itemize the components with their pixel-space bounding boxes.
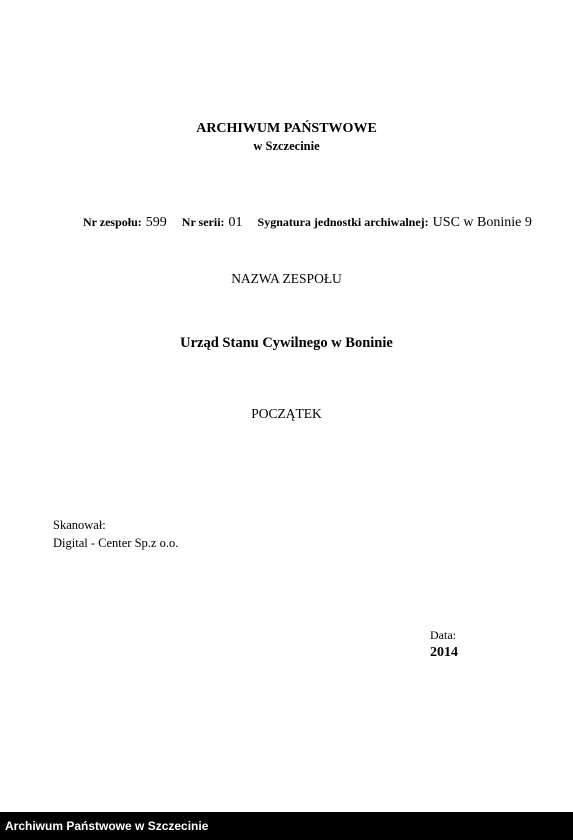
- archive-city: w Szczecinie: [253, 139, 320, 153]
- scanned-by-label: Skanował:: [53, 518, 106, 532]
- signature-value: USC w Boninie 9: [432, 215, 532, 230]
- reference-line: [83, 215, 532, 231]
- archive-title: ARCHIWUM PAŃSTWOWE: [196, 121, 377, 136]
- footer-text: Archiwum Państwowe w Szczecinie: [5, 819, 209, 833]
- date-label: Data:: [430, 628, 456, 642]
- part-label: POCZĄTEK: [251, 406, 322, 421]
- fonds-heading: NAZWA ZESPOŁU: [231, 271, 342, 286]
- scanned-by-value: Digital - Center Sp.z o.o.: [53, 536, 179, 550]
- fonds-number-value: 599: [145, 215, 167, 230]
- signature-label: Sygnatura jednostki archiwalnej:: [257, 215, 429, 229]
- series-number-value: 01: [228, 215, 243, 230]
- date-value: 2014: [430, 645, 458, 660]
- fonds-number-label: Nr zespołu:: [83, 215, 142, 229]
- footer-bar: [0, 812, 573, 840]
- fonds-name: Urząd Stanu Cywilnego w Boninie: [180, 335, 393, 351]
- series-number-label: Nr serii:: [181, 215, 225, 229]
